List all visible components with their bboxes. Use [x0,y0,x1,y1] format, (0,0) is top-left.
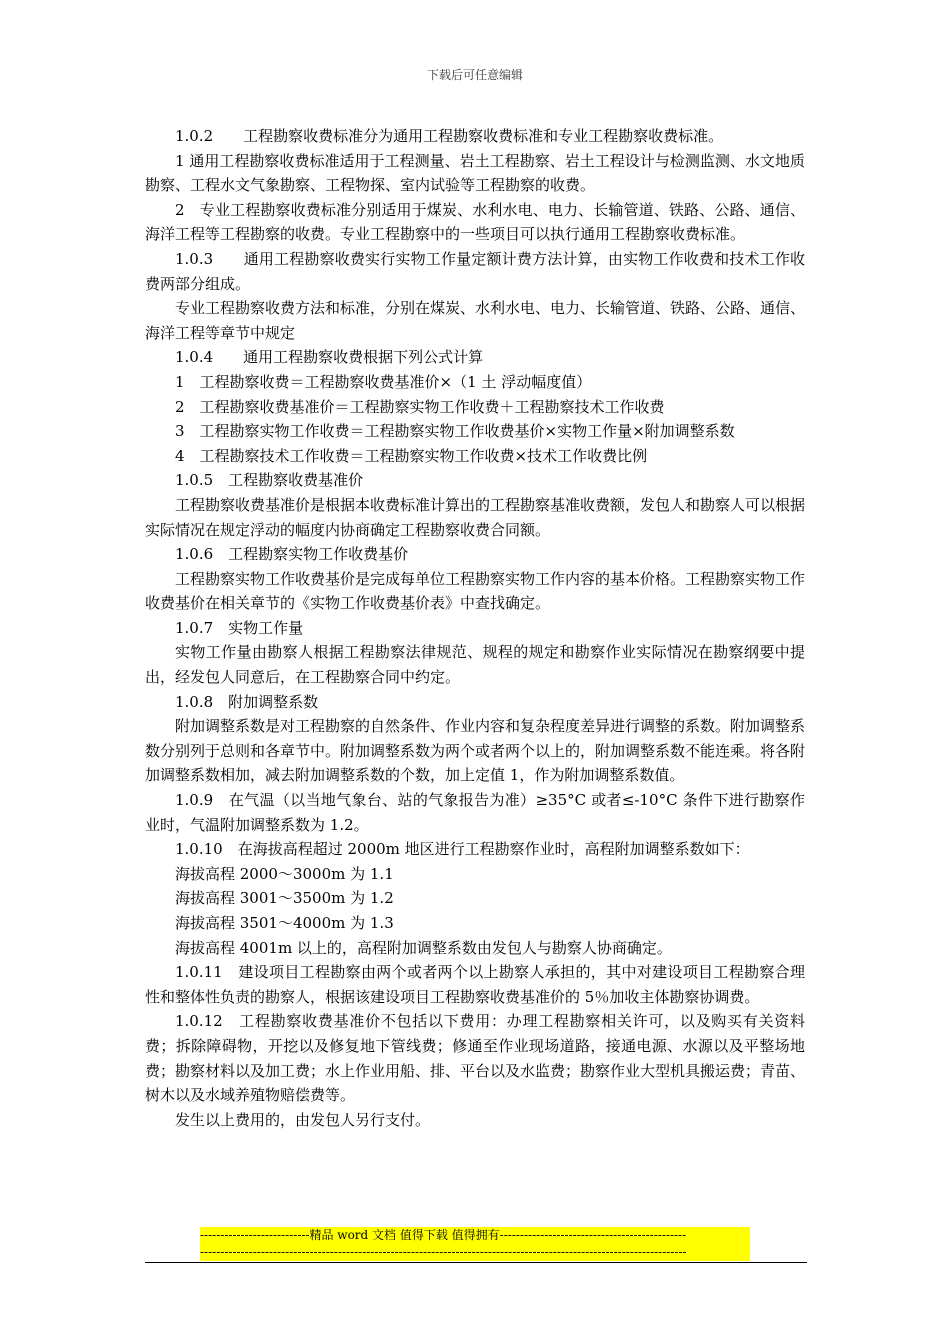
footer-banner-line2: ------------------------------------------------------------------------------------------------------------------------ [200,1245,687,1259]
paragraph: 发生以上费用的，由发包人另行支付。 [175,1110,431,1129]
paragraph: 工程勘察收费基准价是根据本收费标准计算出的工程勘察基准收费额，发包人和勘察人可以根据实际情况在规定浮动的幅度内协商确定工程勘察收费合同额。 [145,495,806,539]
paragraph: 1.0.5 工程勘察收费基准价 [175,471,364,490]
paragraph: 2 专业工程勘察收费标准分别适用于煤炭、水利水电、电力、长输管道、铁路、公路、通信、海洋工程等工程勘察的收费。专业工程勘察中的一些项目可以执行通用工程勘察收费标准。 [145,200,805,244]
paragraph: 3 工程勘察实物工作收费＝工程勘察实物工作收费基价×实物工作量×附加调整系数 [175,422,735,441]
paragraph: 海拔高程 4001m 以上的，高程附加调整系数由发包人与勘察人协商确定。 [175,938,672,957]
paragraph: 1.0.8 附加调整系数 [175,692,319,711]
paragraph: 4 工程勘察技术工作收费＝工程勘察实物工作收费×技术工作收费比例 [175,446,648,465]
footer-banner-line1: ---------------------------精品 word 文档 值得下载 值得拥有---------------------------------------------- [200,1228,687,1242]
paragraph: 1.0.9 在气温（以当地气象台、站的气象报告为准）≥35°C 或者≤-10°C 条件下进行勘察作业时，气温附加调整系数为 1.2。 [145,791,805,834]
paragraph: 1.0.6 工程勘察实物工作收费基价 [175,545,409,564]
paragraph: 2 工程勘察收费基准价＝工程勘察实物工作收费＋工程勘察技术工作收费 [175,397,665,416]
paragraph: 海拔高程 2000～3000m 为 1.1 [175,864,394,883]
paragraph: 1.0.3 通用工程勘察收费实行实物工作量定额计费方法计算，由实物工作收费和技术工作收费两部分组成。 [145,249,805,293]
paragraph: 1 工程勘察收费＝工程勘察收费基准价×（1 土 浮动幅度值） [175,372,592,391]
page-header: 下载后可任意编辑 [426,68,523,82]
footer-divider [145,1262,807,1263]
paragraph: 海拔高程 3001～3500m 为 1.2 [175,889,394,908]
paragraph: 1.0.4 通用工程勘察收费根据下列公式计算 [175,348,484,367]
paragraph: 实物工作量由勘察人根据工程勘察法律规范、规程的规定和勘察作业实际情况在勘察纲要中提出，经发包人同意后，在工程勘察合同中约定。 [145,643,805,687]
paragraph: 1.0.7 实物工作量 [175,618,304,637]
paragraph: 1.0.10 在海拔高程超过 2000m 地区进行工程勘察作业时，高程附加调整系数如下： [175,840,750,859]
paragraph: 专业工程勘察收费方法和标准，分别在煤炭、水利水电、电力、长输管道、铁路、公路、通信、海洋工程等章节中规定 [145,299,806,342]
paragraph: 1.0.12 工程勘察收费基准价不包括以下费用：办理工程勘察相关许可，以及购买有关资料费；拆除障碍物，开挖以及修复地下管线费；修通至作业现场道路，接通电源、水源以及平整场地费；勘察材料以及加工费；水上作业用船、排、平台以及水监费；勘察作业大型机具搬运费；青苗、树木以及水域养殖物赔偿费等。 [145,1012,806,1105]
paragraph: 工程勘察实物工作收费基价是完成每单位工程勘察实物工作内容的基本价格。工程勘察实物工作收费基价在相关章节的《实物工作收费基价表》中查找确定。 [145,569,806,613]
paragraph: 1.0.11 建设项目工程勘察由两个或者两个以上勘察人承担的，其中对建设项目工程勘察合理性和整体性负责的勘察人，根据该建设项目工程勘察收费基准价的 5％加收主体勘察协调费。 [145,963,805,1006]
paragraph: 海拔高程 3501～4000m 为 1.3 [175,914,394,932]
document-body [145,124,805,1132]
paragraph: 附加调整系数是对工程勘察的自然条件、作业内容和复杂程度差异进行调整的系数。附加调整系数分别列于总则和各章节中。附加调整系数为两个或者两个以上的，附加调整系数不能连乘。将各附加调整系数相加，减去附加调整系数的个数，加上定值 1，作为附加调整系数值。 [145,717,806,785]
paragraph: 1.0.2 工程勘察收费标准分为通用工程勘察收费标准和专业工程勘察收费标准。 [175,127,724,145]
footer-banner [200,1227,750,1261]
paragraph: 1 通用工程勘察收费标准适用于工程测量、岩土工程勘察、岩土工程设计与检测监测、水文地质勘察、工程水文气象勘察、工程物探、室内试验等工程勘察的收费。 [145,151,805,195]
